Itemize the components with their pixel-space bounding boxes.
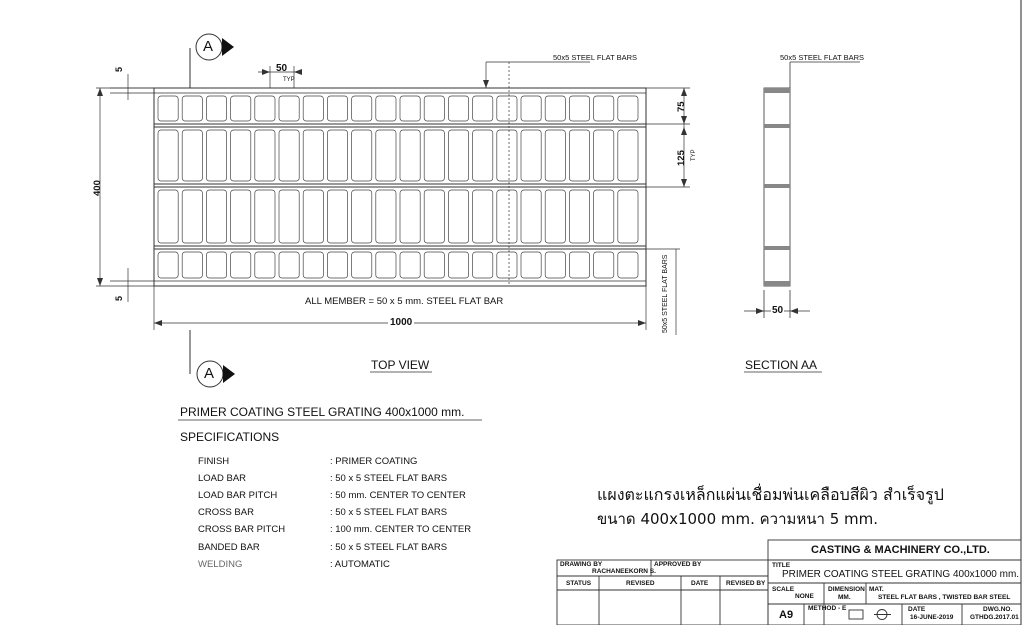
grating-cell <box>255 252 275 278</box>
specifications-heading: SPECIFICATIONS <box>180 430 280 444</box>
section-marker-bottom: A <box>204 365 215 382</box>
product-title: PRIMER COATING STEEL GRATING 400x1000 mm. <box>180 405 465 419</box>
dimension-value: MM. <box>838 594 851 601</box>
all-member-note: ALL MEMBER = 50 x 5 mm. STEEL FLAT BAR <box>305 296 504 307</box>
grating-cell <box>497 130 517 181</box>
grating-cell <box>400 130 420 181</box>
spec-label: WELDING <box>198 559 243 570</box>
dim-bar-pitch: 50 <box>276 63 288 74</box>
grating-cell <box>255 130 275 181</box>
grating-cell <box>303 190 323 243</box>
date-value: 16-JUNE-2019 <box>910 614 954 621</box>
grating-cell <box>424 190 444 243</box>
drawing-title: PRIMER COATING STEEL GRATING 400x1000 mm. <box>782 569 1020 580</box>
spec-label: BANDED BAR <box>198 542 260 553</box>
spec-value: : 100 mm. CENTER TO CENTER <box>330 524 472 535</box>
dim-width: 1000 <box>390 317 413 328</box>
grating-cell <box>545 190 565 243</box>
grating-cell <box>279 252 299 278</box>
company-name: CASTING & MACHINERY CO.,LTD. <box>811 544 990 556</box>
dim-cross-pitch: 125 <box>676 150 687 166</box>
grating-cell <box>303 96 323 121</box>
section-hatches <box>764 88 790 286</box>
grating-cell <box>279 130 299 181</box>
section-marker-top: A <box>203 38 214 55</box>
grating-cell <box>182 190 202 243</box>
thai-note-line-1: แผงตะแกรงเหล็กแผ่นเชื่อมพ่นเคลือบสีผิว สำเร็จรูป <box>597 485 944 504</box>
revised-by-label: REVISED BY <box>726 580 766 587</box>
spec-value: : AUTOMATIC <box>330 559 390 570</box>
grating-cell <box>569 96 589 121</box>
grating-cell <box>400 190 420 243</box>
dim-bar-pitch-note: TYP <box>283 77 295 83</box>
section-aa-label: SECTION AA <box>745 358 818 372</box>
grating-cell <box>594 130 614 181</box>
grating-cell <box>569 190 589 243</box>
grating-cell <box>352 252 372 278</box>
grating-cell <box>400 252 420 278</box>
grating-cell <box>594 252 614 278</box>
section-callout-top: 50x5 STEEL FLAT BARS <box>780 53 865 62</box>
grating-cell <box>448 190 468 243</box>
grating-cell <box>424 252 444 278</box>
grating-cell <box>424 130 444 181</box>
grating-cell <box>206 96 226 121</box>
dim-cross-pitch-note: TYP <box>691 149 697 161</box>
grating-cell <box>618 130 638 181</box>
grating-cell <box>400 96 420 121</box>
grating-cell <box>206 130 226 181</box>
spec-value: : 50 x 5 STEEL FLAT BARS <box>330 507 448 518</box>
spec-label: CROSS BAR PITCH <box>198 524 286 535</box>
grating-cell <box>231 130 251 181</box>
section-aa <box>744 62 860 318</box>
grating-cell <box>231 252 251 278</box>
grating-cell <box>255 96 275 121</box>
dim-bottom-edge: 5 <box>114 295 124 301</box>
date-label: DATE <box>908 606 926 613</box>
spec-value: : 50 x 5 STEEL FLAT BARS <box>330 542 448 553</box>
spec-value: : 50 x 5 STEEL FLAT BARS <box>330 473 448 484</box>
spec-label: CROSS BAR <box>198 507 254 518</box>
grating-cell <box>182 96 202 121</box>
grating-cell <box>206 190 226 243</box>
grating-cell <box>327 190 347 243</box>
revised-label: REVISED <box>626 580 655 587</box>
dim-top-edge: 5 <box>114 66 124 72</box>
grating-cell <box>376 190 396 243</box>
grating-cell <box>473 96 493 121</box>
grating-cell <box>231 190 251 243</box>
title-label: TITLE <box>772 562 791 569</box>
grating-cell <box>521 190 541 243</box>
grating-cell <box>618 190 638 243</box>
grating-cell <box>448 130 468 181</box>
spec-value: : PRIMER COATING <box>330 456 418 467</box>
grating-cell <box>497 252 517 278</box>
grating-cell <box>303 252 323 278</box>
mat-label: MAT. <box>869 586 884 593</box>
grating-top-view <box>154 88 646 286</box>
spec-label: LOAD BAR PITCH <box>198 490 278 501</box>
spec-value: : 50 mm. CENTER TO CENTER <box>330 490 466 501</box>
top-view-label: TOP VIEW <box>371 358 430 372</box>
grating-cell <box>545 252 565 278</box>
top-view-dimensions <box>96 62 690 335</box>
load-bar-callout-top: 50x5 STEEL FLAT BARS <box>553 53 638 62</box>
grating-cell <box>497 190 517 243</box>
grating-cell <box>327 252 347 278</box>
grating-cell <box>279 96 299 121</box>
grating-cell <box>231 96 251 121</box>
banded-bar-callout: 50x5 STEEL FLAT BARS <box>662 254 669 333</box>
approved-by-label: APPROVED BY <box>654 561 702 568</box>
grating-cell <box>521 252 541 278</box>
grating-cell <box>158 96 178 121</box>
method-label: METHOD - E <box>808 605 847 612</box>
scale-value: NONE <box>795 593 814 600</box>
date-column-label: DATE <box>691 580 709 587</box>
grating-cell <box>352 96 372 121</box>
grating-cell <box>158 130 178 181</box>
dim-top-panel: 75 <box>676 101 687 112</box>
grating-cell <box>376 96 396 121</box>
scale-label: SCALE <box>772 586 795 593</box>
grating-cell <box>182 252 202 278</box>
grating-cell <box>376 130 396 181</box>
grating-cell <box>618 96 638 121</box>
grating-cell <box>206 252 226 278</box>
spec-label: LOAD BAR <box>198 473 247 484</box>
grating-cell <box>545 130 565 181</box>
sheet-size: A9 <box>779 609 794 621</box>
grating-cell <box>327 130 347 181</box>
grating-cell <box>594 190 614 243</box>
grating-cell <box>352 190 372 243</box>
grating-cell <box>545 96 565 121</box>
grating-cell <box>376 252 396 278</box>
grating-cell <box>255 190 275 243</box>
dwg-number: GTHDG.2017.01 <box>970 614 1019 621</box>
grating-cell <box>303 130 323 181</box>
grating-cell <box>473 190 493 243</box>
grating-cell <box>352 130 372 181</box>
grating-cell <box>521 96 541 121</box>
grating-cell <box>182 130 202 181</box>
grating-cell <box>497 96 517 121</box>
grating-cell <box>448 96 468 121</box>
dim-height: 400 <box>92 180 103 196</box>
grating-cell <box>521 130 541 181</box>
status-label: STATUS <box>566 580 592 587</box>
dim-section-width: 50 <box>772 305 784 316</box>
grating-cell <box>594 96 614 121</box>
grating-cell <box>448 252 468 278</box>
spec-label: FINISH <box>198 456 230 467</box>
grating-cell <box>473 130 493 181</box>
dwg-label: DWG.NO. <box>983 606 1013 613</box>
grating-cell <box>158 190 178 243</box>
grating-cell <box>424 96 444 121</box>
grating-cell <box>569 252 589 278</box>
thai-note-line-2: ขนาด 400x1000 mm. ความหนา 5 mm. <box>597 510 879 528</box>
grating-cell <box>158 252 178 278</box>
drawing-by-label: DRAWING BY <box>560 561 603 568</box>
mat-value: STEEL FLAT BARS , TWISTED BAR STEEL <box>878 594 1011 601</box>
drawing-by: RACHANEEKORN S. <box>592 568 656 575</box>
grating-cell <box>327 96 347 121</box>
grating-cell <box>473 252 493 278</box>
grating-cell <box>569 130 589 181</box>
grating-cell <box>279 190 299 243</box>
dimension-label: DIMENSION <box>828 586 865 593</box>
grating-cell <box>618 252 638 278</box>
